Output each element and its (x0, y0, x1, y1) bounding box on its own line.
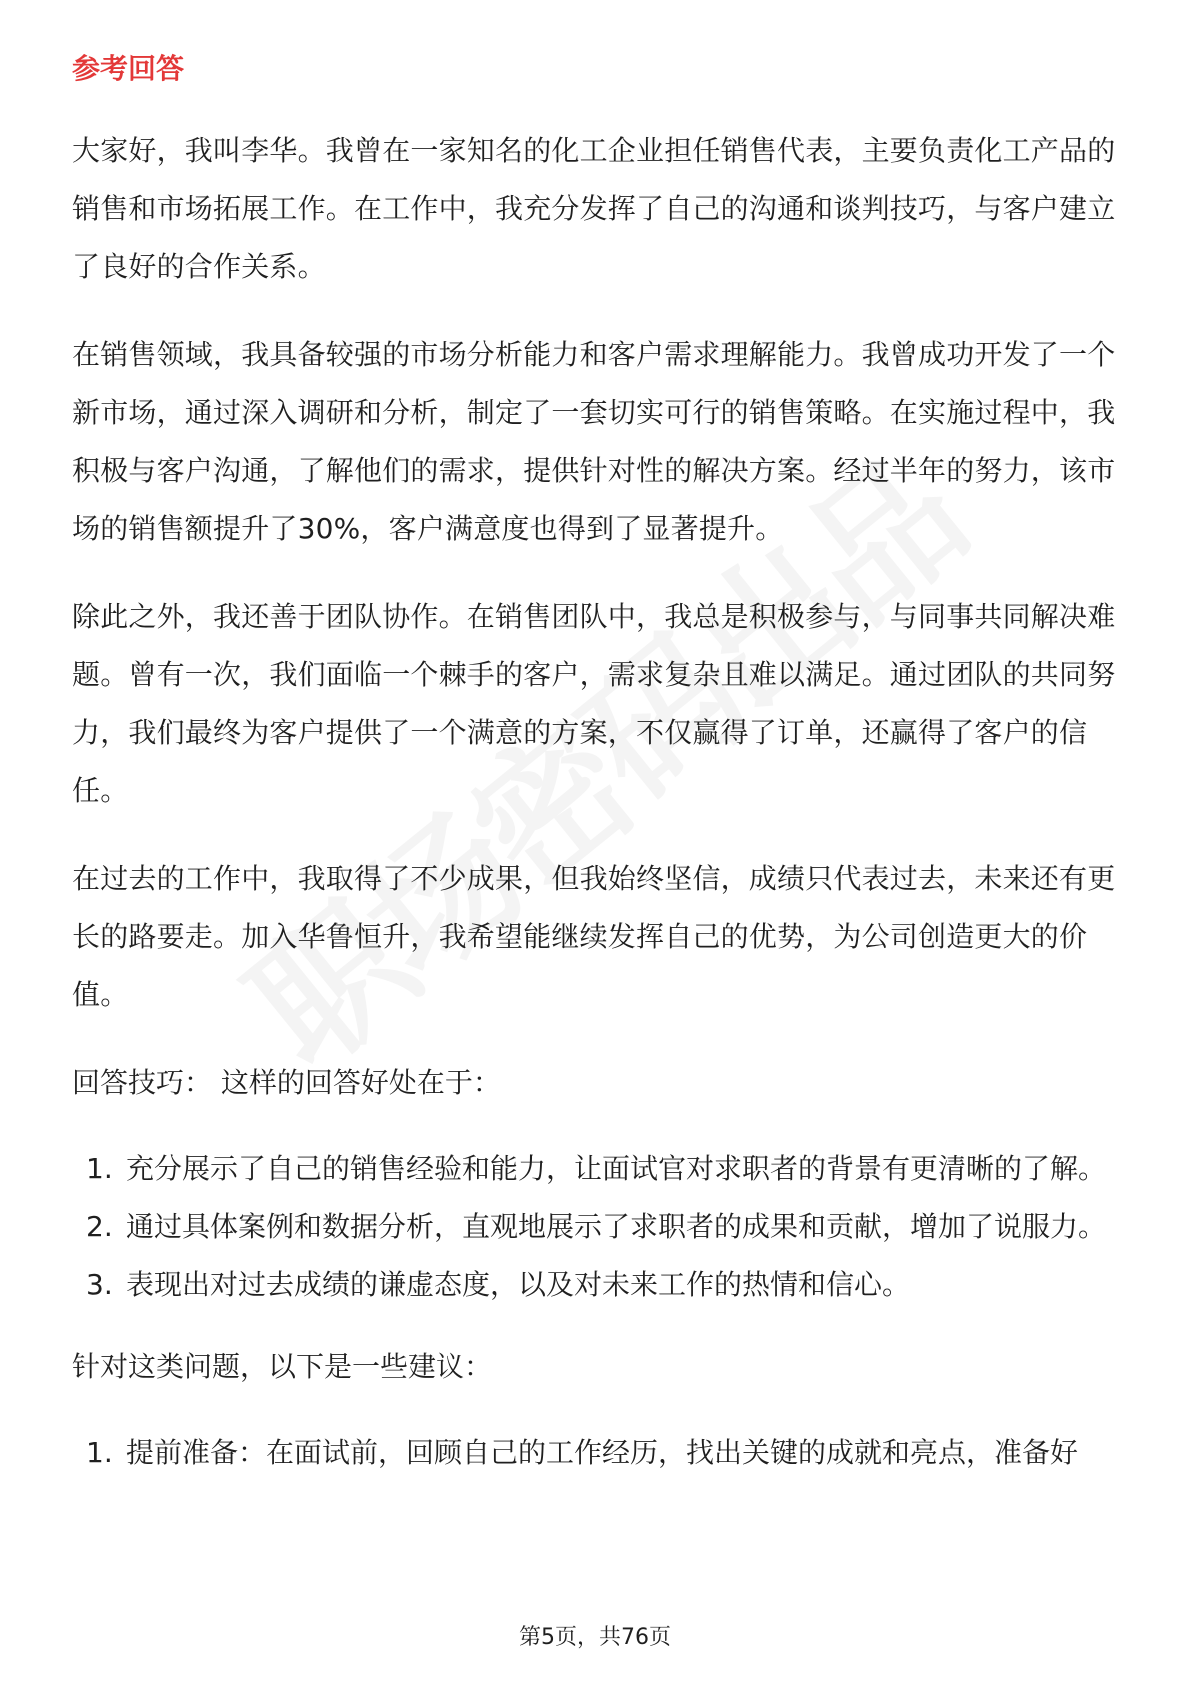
paragraph-4: 在过去的工作中，我取得了不少成果，但我始终坚信，成绩只代表过去，未来还有更长的路要走。加入华鲁恒升，我希望能继续发挥自己的优势，为公司创造更大的价值。 (72, 862, 1116, 1011)
tips-list (72, 1140, 1118, 1314)
list-item-text: 通过具体案例和数据分析，直观地展示了求职者的成果和贡献，增加了说服力。 (126, 1210, 1107, 1243)
paragraph-2: 在销售领域，我具备较强的市场分析能力和客户需求理解能力。我曾成功开发了一个新市场，通过深入调研和分析，制定了一套切实可行的销售策略。在实施过程中，我积极与客户沟通，了解他们的需求，提供针对性的解决方案。经过半年的努力，该市场的销售额提升了30%，客户满意度也得到了显著提升。 (72, 338, 1116, 545)
document-content (72, 48, 1118, 1506)
list-number: 1. (86, 1436, 113, 1469)
tips-item-3 (72, 1256, 1118, 1314)
suggestions-list (72, 1424, 1118, 1482)
suggestions-label: 针对这类问题，以下是一些建议： (72, 1350, 493, 1383)
list-number: 2. (86, 1210, 113, 1243)
list-number: 1. (86, 1152, 113, 1185)
paragraph-3: 除此之外，我还善于团队协作。在销售团队中，我总是积极参与，与同事共同解决难题。曾有一次，我们面临一个棘手的客户，需求复杂且难以满足。通过团队的共同努力，我们最终为客户提供了一个满意的方案，不仅赢得了订单，还赢得了客户的信任。 (72, 600, 1116, 807)
tips-label: 回答技巧： 这样的回答好处在于： (72, 1066, 501, 1099)
list-number: 3. (86, 1268, 113, 1301)
section-title: 参考回答 (72, 52, 185, 85)
tips-item-2 (72, 1198, 1118, 1256)
list-item-text: 表现出对过去成绩的谦虚态度，以及对未来工作的热情和信心。 (126, 1268, 911, 1301)
list-item-text: 充分展示了自己的销售经验和能力，让面试官对求职者的背景有更清晰的了解。 (126, 1152, 1107, 1185)
tips-item-1 (72, 1140, 1118, 1198)
list-item-text: 提前准备：在面试前，回顾自己的工作经历，找出关键的成就和亮点，准备好 (126, 1436, 1079, 1469)
paragraph-1: 大家好，我叫李华。我曾在一家知名的化工企业担任销售代表，主要负责化工产品的销售和市场拓展工作。在工作中，我充分发挥了自己的沟通和谈判技巧，与客户建立了良好的合作关系。 (72, 134, 1116, 283)
suggestions-item-1 (72, 1424, 1118, 1482)
page-footer: 第5页，共76页 (519, 1625, 671, 1650)
